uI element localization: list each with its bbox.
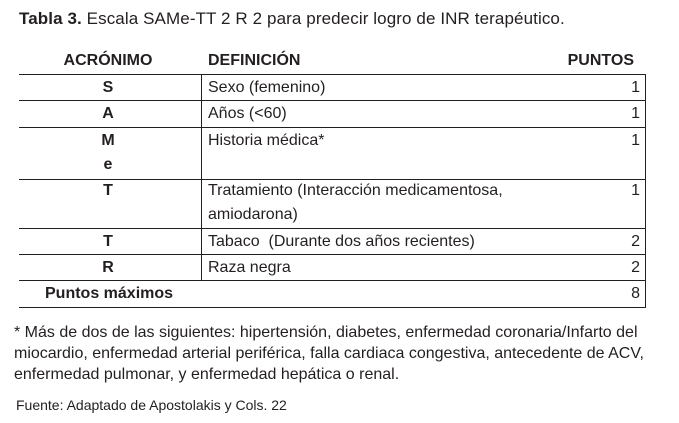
row-acronym: S [102, 79, 114, 96]
row-points: 1 [631, 105, 640, 122]
row-points: 1 [631, 79, 640, 96]
row-acronym: M [101, 132, 115, 149]
header-acronym: ACRÓNIMO [63, 52, 153, 69]
row-definition: Sexo (femenino) [208, 79, 326, 96]
row-acronym: R [102, 259, 114, 276]
table-row [19, 255, 646, 280]
row-acronym: T [103, 233, 113, 250]
column-divider-right [645, 75, 646, 307]
row-definition-continued: amiodarona) [208, 206, 298, 223]
row-definition: Tratamiento (Interacción medicamentosa, [208, 182, 503, 199]
row-acronym: T [103, 182, 113, 199]
table-bottom-border [19, 307, 646, 308]
row-points: 2 [631, 259, 640, 276]
table-header-row [19, 48, 646, 74]
table-row [19, 180, 646, 232]
header-points: PUNTOS [567, 52, 634, 69]
row-points: 1 [631, 132, 640, 149]
row-points: 2 [631, 233, 640, 250]
row-points: 1 [631, 182, 640, 199]
score-table [19, 48, 646, 308]
header-definition: DEFINICIÓN [208, 52, 301, 69]
total-points: 8 [631, 285, 640, 302]
table-footnote: * Más de dos de las siguientes: hipertensión, diabetes, enfermedad coronaria/Infarto del miocardio, enfermedad arterial periférica, falla cardiaca congestiva, antecedente de ACV, enfermedad pulmonar, y enfermedad hepática o renal. [14, 324, 644, 383]
row-definition: Raza negra [208, 259, 291, 276]
table-caption-text: Escala SAMe-TT 2 R 2 para predecir logro de INR terapéutico. [86, 9, 565, 28]
row-definition: Años (<60) [208, 105, 287, 122]
total-label: Puntos máximos [45, 285, 174, 302]
table-caption-label: Tabla 3. [19, 9, 82, 28]
table-row [19, 75, 646, 100]
table-caption [19, 9, 565, 29]
column-divider-acronym [201, 75, 202, 281]
table-total-row [19, 281, 646, 307]
row-definition: Historia médica* [208, 132, 325, 149]
table-source: Fuente: Adaptado de Apostolakis y Cols. 22 [16, 397, 287, 413]
row-acronym: A [102, 105, 114, 122]
row-acronym-continued: e [103, 156, 113, 173]
table-row [19, 101, 646, 127]
table-row [19, 229, 646, 254]
table-row [19, 128, 646, 179]
row-definition: Tabaco (Durante dos años recientes) [208, 233, 475, 250]
